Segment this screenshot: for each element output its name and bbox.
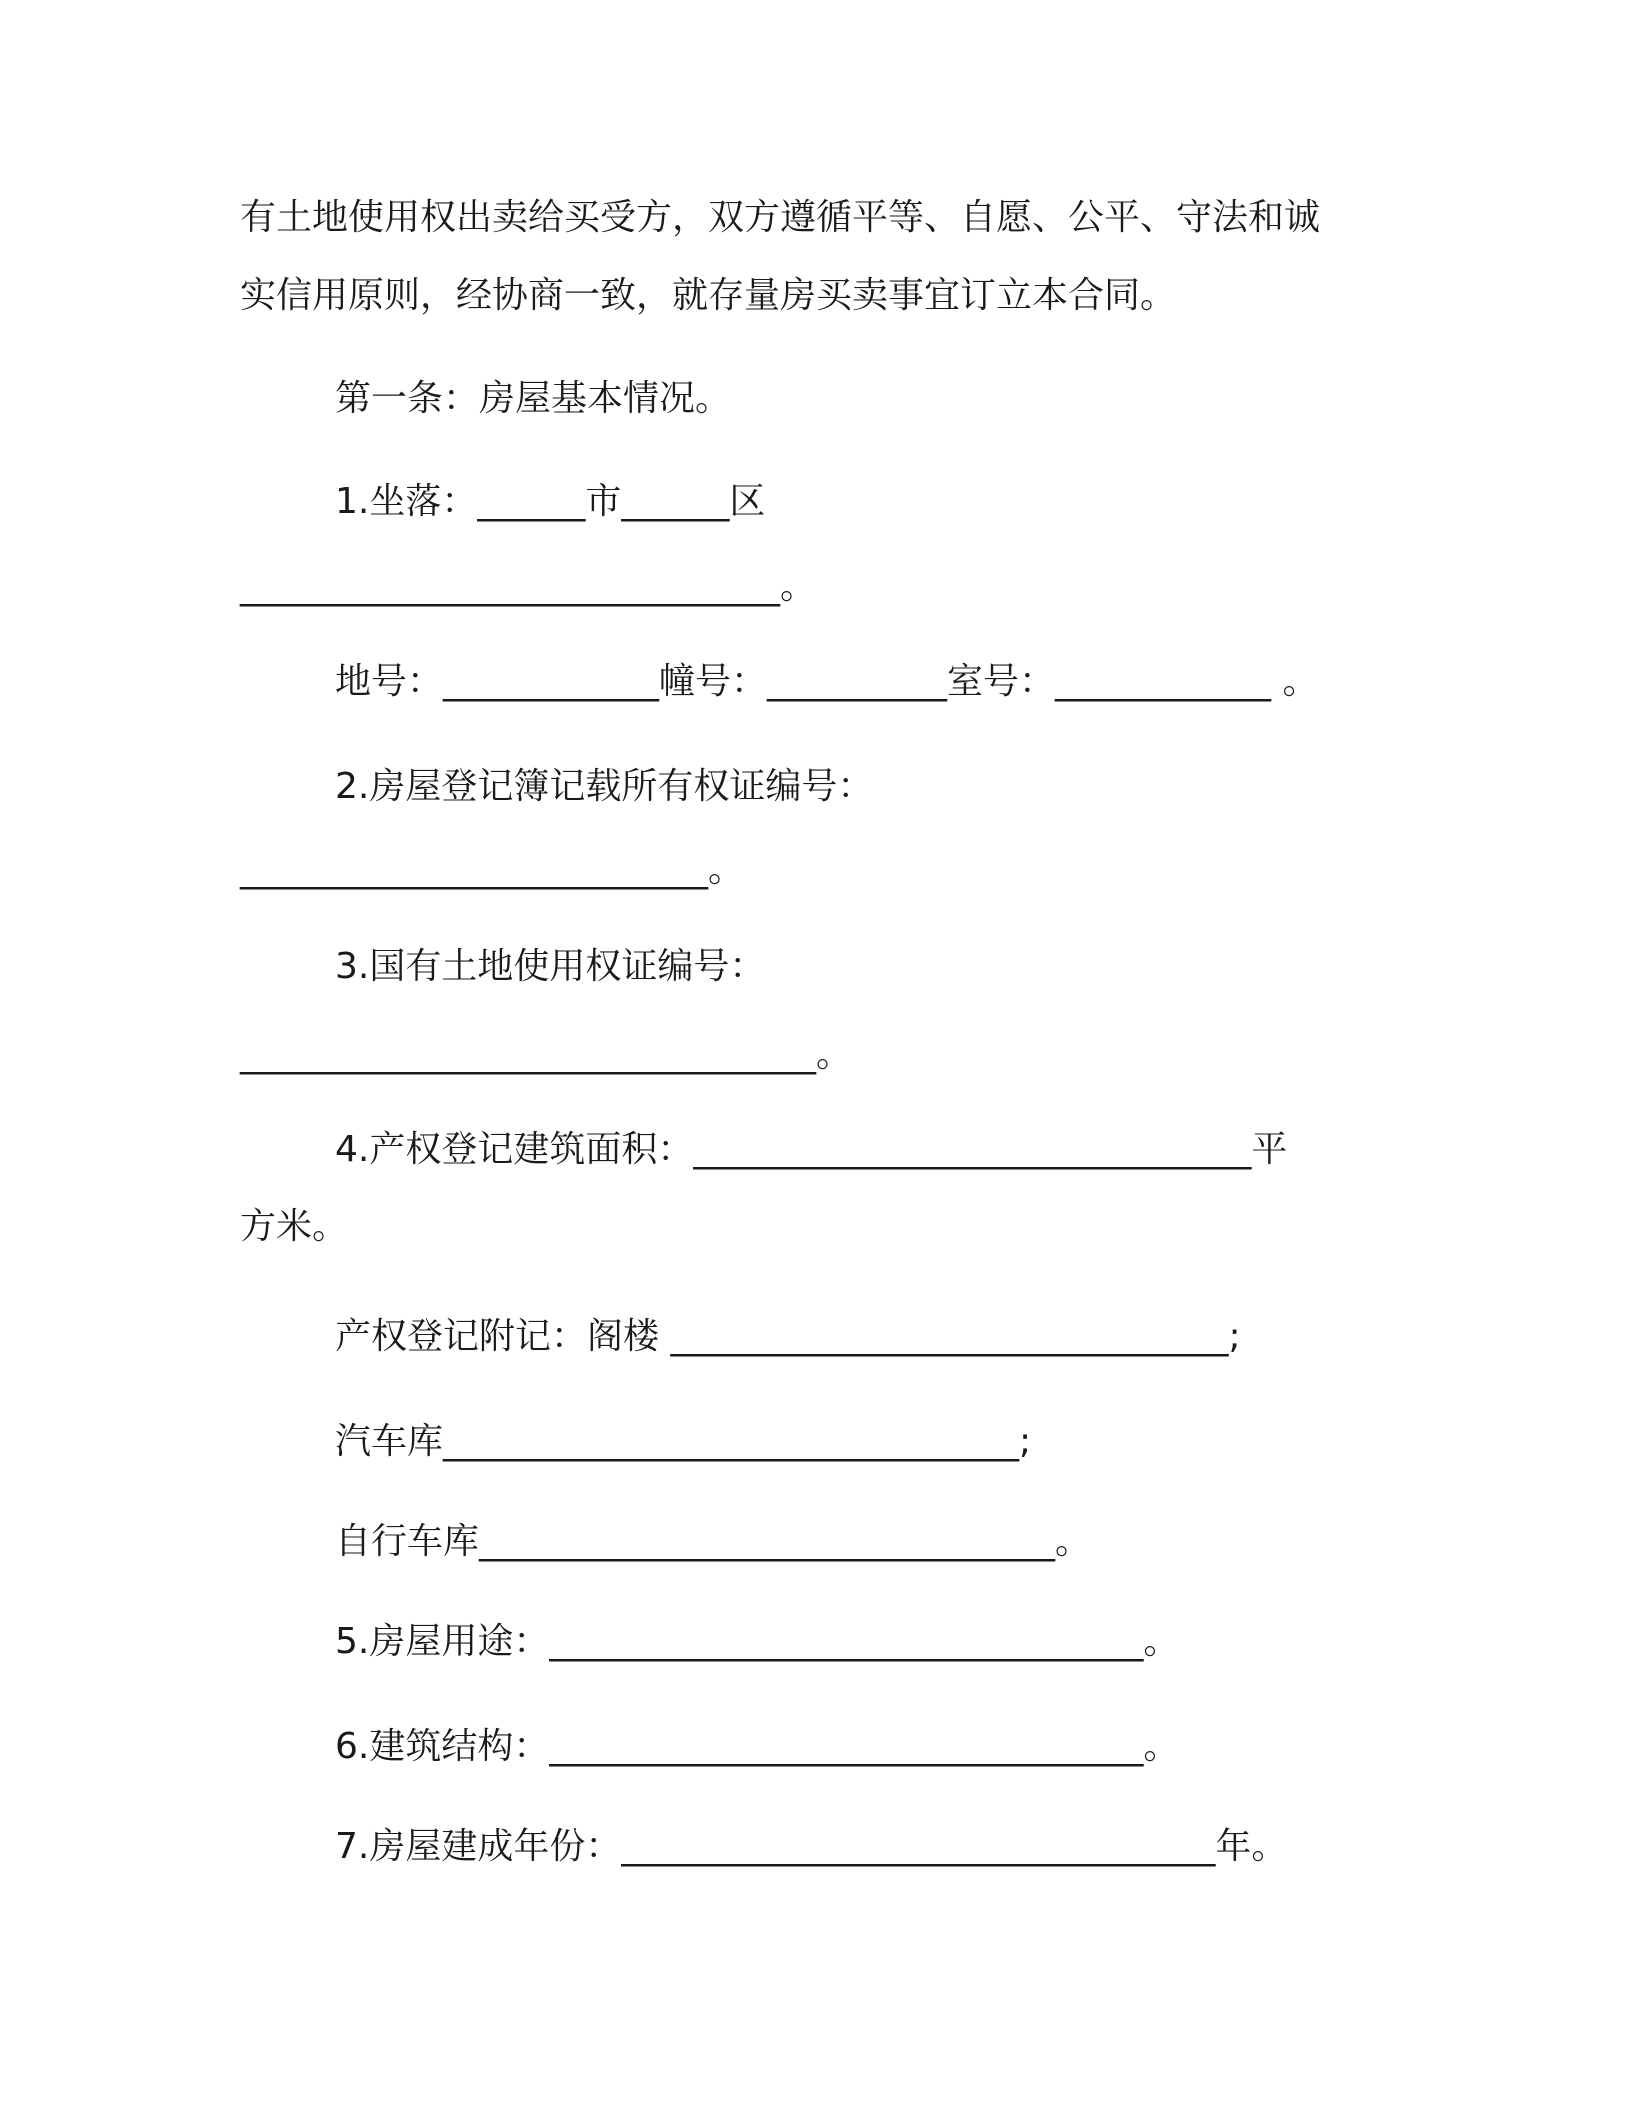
building-area-unit: 方米。 (240, 1206, 349, 1247)
location-field-line: 1.坐落：______市______区 (335, 481, 766, 522)
land-use-certificate-blank: ________________________________。 (240, 1034, 852, 1075)
building-area-line: 4.产权登记建筑面积：_______________________________平 (335, 1129, 1288, 1170)
building-structure-line: 6.建筑结构：_________________________________。 (335, 1726, 1180, 1767)
location-detail-blank: ______________________________。 (240, 566, 816, 607)
lot-building-room-line: 地号：____________幢号：__________室号：____________ 。 (335, 661, 1319, 702)
land-use-certificate-label: 3.国有土地使用权证编号： (335, 946, 766, 987)
house-usage-line: 5.房屋用途：_________________________________。 (335, 1621, 1180, 1662)
ownership-certificate-label: 2.房屋登记簿记载所有权证编号： (335, 766, 874, 807)
article-heading: 第一条：房屋基本情况。 (335, 378, 732, 419)
paragraph-line: 有土地使用权出卖给买受方，双方遵循平等、自愿、公平、守法和诚 (240, 197, 1321, 238)
construction-year-line: 7.房屋建成年份：_________________________________年。 (335, 1826, 1288, 1867)
paragraph-line: 实信用原则，经协商一致，就存量房买卖事宜订立本合同。 (240, 275, 1177, 316)
bicycle-garage-line: 自行车库________________________________。 (335, 1521, 1092, 1562)
attic-line: 产权登记附记：阁楼 _______________________________; (335, 1316, 1241, 1357)
ownership-certificate-blank: __________________________。 (240, 849, 744, 890)
garage-line: 汽车库________________________________; (335, 1421, 1032, 1462)
